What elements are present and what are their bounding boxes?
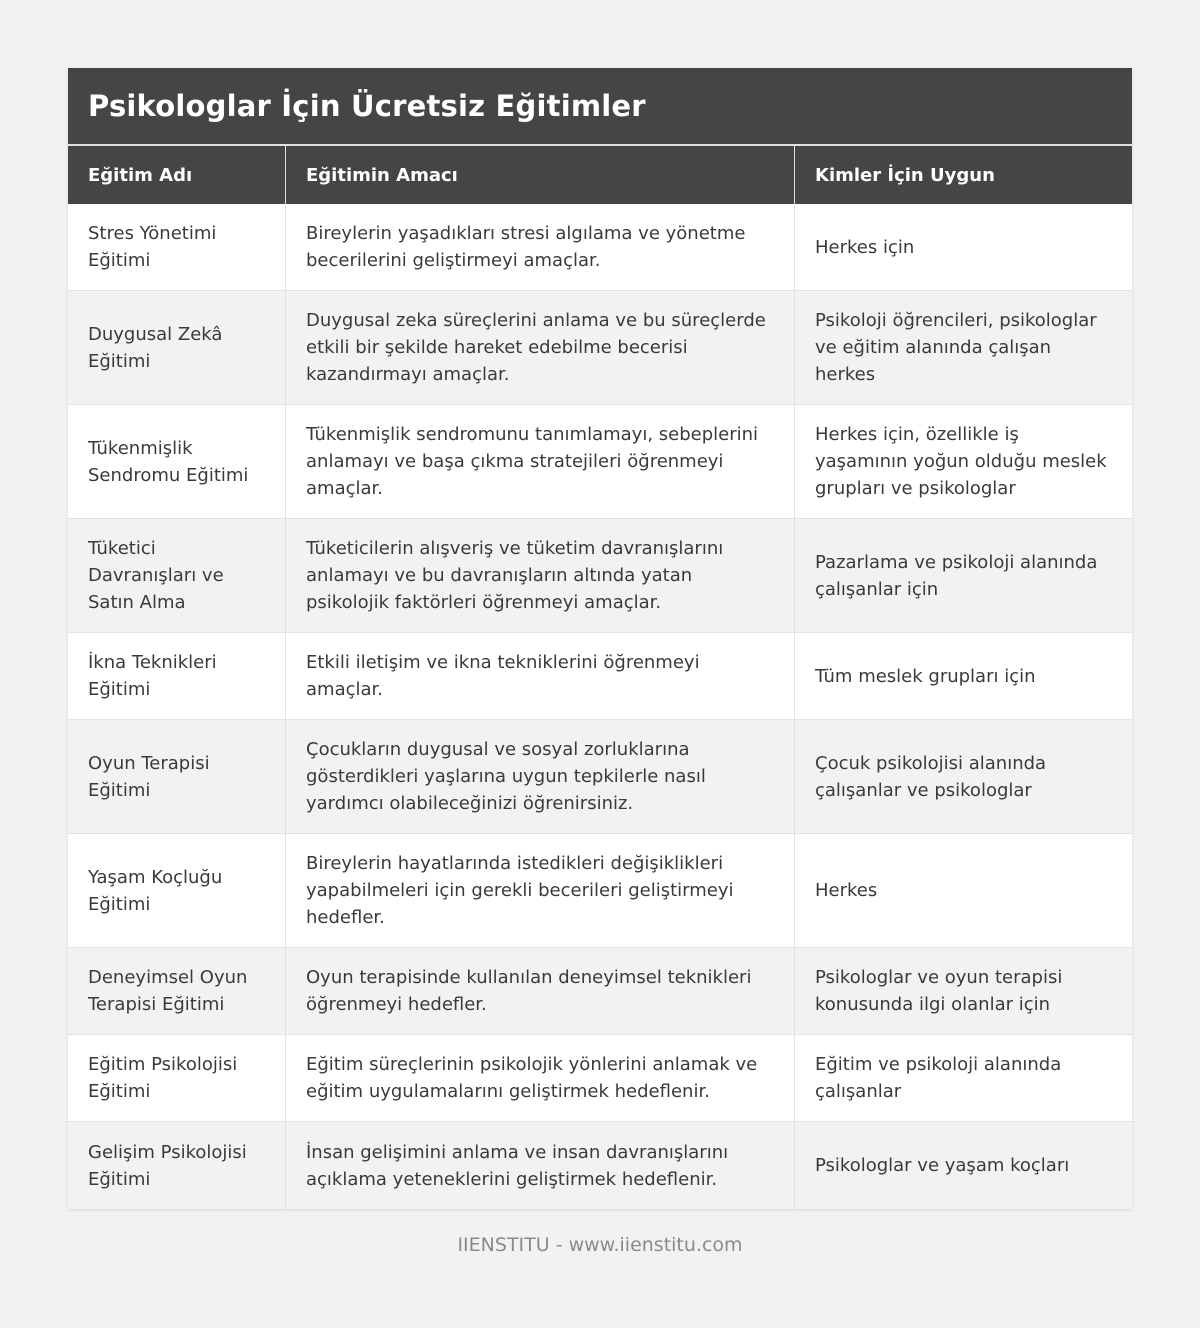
training-name-cell: Oyun Terapisi Eğitimi — [68, 720, 286, 833]
training-purpose-cell: Duygusal zeka süreçlerini anlama ve bu süreçlerde etkili bir şekilde hareket edebilme becerisi kazandırmayı amaçlar. — [286, 291, 795, 404]
training-purpose-cell: Bireylerin yaşadıkları stresi algılama ve yönetme becerilerini geliştirmeyi amaçlar. — [286, 204, 795, 290]
training-name-cell: Gelişim Psikolojisi Eğitimi — [68, 1122, 286, 1209]
training-audience-cell: Psikologlar ve oyun terapisi konusunda ilgi olanlar için — [815, 967, 1063, 1015]
training-purpose-cell: Tükenmişlik sendromunu tanımlamayı, sebeplerini anlamayı ve başa çıkma stratejileri öğrenmeyi amaçlar. — [286, 405, 795, 518]
training-audience-cell: Herkes için — [815, 236, 915, 258]
column-header-egitim-adi: Eğitim Adı — [68, 146, 286, 204]
training-purpose-cell: Oyun terapisinde kullanılan deneyimsel teknikleri öğrenmeyi hedefler. — [286, 948, 795, 1034]
training-purpose-cell: Çocukların duygusal ve sosyal zorluklarına gösterdikleri yaşlarına uygun tepkilerle nasıl yardımcı olabileceğinizi öğrenirsiniz. — [286, 720, 795, 833]
table-row — [68, 948, 1132, 1035]
table-row — [68, 405, 1132, 519]
training-audience-cell: Tüm meslek grupları için — [815, 665, 1036, 687]
training-purpose-cell: Bireylerin hayatlarında istedikleri değişiklikleri yapabilmeleri için gerekli becerileri geliştirmeyi hedefler. — [286, 834, 795, 947]
column-header-egitimin-amaci: Eğitimin Amacı — [286, 146, 795, 204]
training-purpose-cell: İnsan gelişimini anlama ve insan davranışlarını açıklama yeteneklerini geliştirmek hedeflenir. — [286, 1122, 795, 1209]
training-purpose-cell: Eğitim süreçlerinin psikolojik yönlerini anlamak ve eğitim uygulamalarını geliştirmek hedeflenir. — [286, 1035, 795, 1121]
table-row — [68, 519, 1132, 633]
table-header-row — [68, 144, 1132, 204]
training-name-cell: Duygusal Zekâ Eğitimi — [68, 291, 286, 404]
training-name-cell: Tüketici Davranışları ve Satın Alma — [68, 519, 286, 632]
training-name-cell: Stres Yönetimi Eğitimi — [68, 204, 286, 290]
table-row — [68, 1122, 1132, 1209]
training-audience-cell: Herkes için, özellikle iş yaşamının yoğun olduğu meslek grupları ve psikologlar — [815, 424, 1107, 499]
table-row — [68, 1035, 1132, 1122]
table-row — [68, 720, 1132, 834]
table-title-bar — [68, 68, 1132, 144]
table-row — [68, 204, 1132, 291]
training-name-cell: Eğitim Psikolojisi Eğitimi — [68, 1035, 286, 1121]
column-header-kimler-icin-uygun: Kimler İçin Uygun — [815, 164, 995, 186]
training-audience-cell: Psikologlar ve yaşam koçları — [815, 1155, 1070, 1176]
training-audience-cell: Eğitim ve psikoloji alanında çalışanlar — [815, 1054, 1062, 1102]
table-row — [68, 633, 1132, 720]
table-card — [68, 68, 1132, 1209]
training-purpose-cell: Etkili iletişim ve ikna tekniklerini öğrenmeyi amaçlar. — [286, 633, 795, 719]
training-name-cell: İkna Teknikleri Eğitimi — [68, 633, 286, 719]
training-purpose-cell: Tüketicilerin alışveriş ve tüketim davranışlarını anlamayı ve bu davranışların altında yatan psikolojik faktörleri öğrenmeyi amaçlar. — [286, 519, 795, 632]
page-title: Psikologlar İçin Ücretsiz Eğitimler — [88, 89, 646, 123]
training-name-cell: Deneyimsel Oyun Terapisi Eğitimi — [68, 948, 286, 1034]
training-audience-cell: Pazarlama ve psikoloji alanında çalışanlar için — [815, 551, 1098, 600]
training-audience-cell: Herkes — [815, 880, 878, 901]
table-row — [68, 291, 1132, 405]
table-row — [68, 834, 1132, 948]
training-name-cell: Yaşam Koçluğu Eğitimi — [68, 834, 286, 947]
training-audience-cell: Çocuk psikolojisi alanında çalışanlar ve psikologlar — [815, 752, 1047, 801]
footer-credit: IIENSTITU - www.iienstitu.com — [457, 1234, 743, 1256]
training-audience-cell: Psikoloji öğrencileri, psikologlar ve eğitim alanında çalışan herkes — [815, 310, 1097, 385]
training-name-cell: Tükenmişlik Sendromu Eğitimi — [68, 405, 286, 518]
